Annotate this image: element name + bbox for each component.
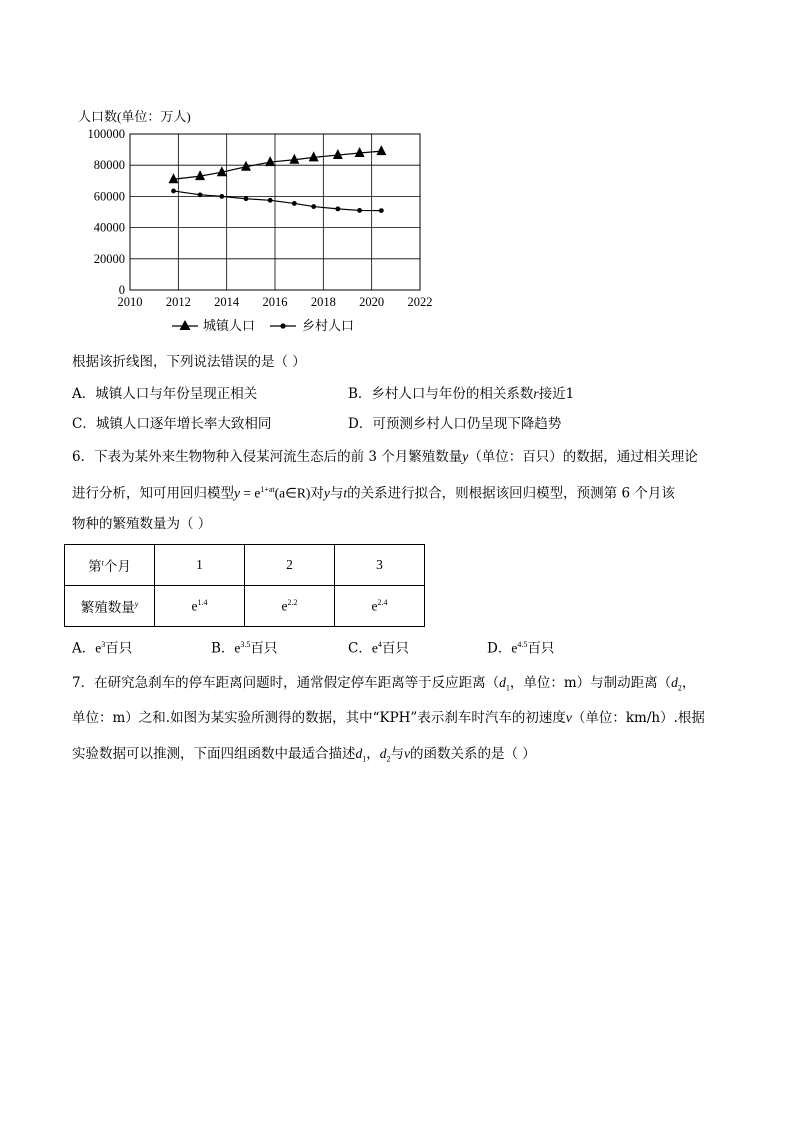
q6-data-table bbox=[64, 544, 425, 627]
q6-line2-tail: 的关系进行拟合，则根据该回归模型，预测第 6 个月该 bbox=[347, 485, 675, 502]
q5-choice-b bbox=[348, 385, 574, 403]
data-point-triangle bbox=[333, 149, 343, 159]
x-tick-label: 2020 bbox=[359, 295, 385, 309]
q6-line2-mid: 对 bbox=[310, 485, 324, 502]
data-point-dot bbox=[244, 196, 249, 201]
data-point-dot bbox=[311, 204, 316, 209]
y-tick-label: 40000 bbox=[93, 220, 125, 235]
x-tick-label: 2010 bbox=[117, 295, 143, 309]
population-line-chart bbox=[60, 100, 460, 345]
row-header-month: 第$^t$个月 bbox=[65, 545, 155, 586]
model-eq: = e bbox=[240, 485, 261, 501]
q7-stem-line2: 单位：m）之和.如图为某实验所测得的数据，其中“KPH”表示刹车时汽车的初速度v（单位：km/h）.根据 bbox=[72, 710, 705, 726]
chart-legend bbox=[172, 318, 354, 333]
x-tick-label: 2016 bbox=[262, 295, 288, 309]
q5-choice-a: A．城镇人口与年份呈现正相关 bbox=[72, 386, 258, 402]
cell-count-1: $e^{1.4}$ bbox=[155, 586, 245, 627]
data-point-dot bbox=[379, 208, 384, 213]
q5-choice-c: C．城镇人口逐年增长率大致相同 bbox=[72, 416, 272, 432]
q6-choice-a: A．$e^3$百只 bbox=[72, 640, 133, 657]
q5-choice-b-tail: 接近1 bbox=[538, 386, 575, 402]
model-condition: (a∈R) bbox=[274, 485, 311, 501]
q6-choice-b: B．$e^{3.5}$百只 bbox=[211, 640, 278, 657]
data-point-dot bbox=[198, 192, 203, 197]
q7-stem-line3: 实验数据可以推测，下面四组函数中最适合描述$d_1$，$d_2$与v的函数关系的是（ ） bbox=[72, 746, 536, 764]
legend-label-urban: 城镇人口 bbox=[203, 318, 256, 333]
q5-choice-d: D．可预测乡村人口仍呈现下降趋势 bbox=[348, 416, 562, 432]
y-tick-label: 80000 bbox=[93, 158, 125, 173]
data-point-triangle bbox=[309, 151, 319, 161]
cell-month-1: 1 bbox=[155, 545, 245, 586]
chart-series bbox=[169, 145, 387, 213]
legend-triangle-marker bbox=[180, 320, 191, 330]
q6-line1-tail: （单位：百只）的数据，通过相关理论 bbox=[468, 449, 698, 465]
y-tick-labels bbox=[88, 127, 126, 297]
table-row bbox=[65, 586, 425, 627]
data-point-dot bbox=[292, 201, 297, 206]
q6-stem-line1 bbox=[72, 448, 698, 466]
x-tick-label: 2018 bbox=[310, 295, 336, 309]
q6-line2-mid2: 与 bbox=[329, 485, 344, 502]
var-y-2: y bbox=[323, 485, 330, 501]
x-tick-labels bbox=[118, 295, 433, 309]
y-tick-label: 20000 bbox=[93, 251, 125, 266]
data-point-triangle bbox=[265, 156, 275, 166]
var-r: r bbox=[533, 386, 539, 401]
legend-dot-marker bbox=[280, 323, 285, 328]
data-point-triangle bbox=[355, 147, 365, 157]
q5-stem: 根据该折线图，下列说法错误的是（ ） bbox=[72, 354, 306, 370]
data-point-dot bbox=[268, 198, 273, 203]
cell-month-2: 2 bbox=[245, 545, 335, 586]
legend-label-rural: 乡村人口 bbox=[302, 318, 355, 333]
x-tick-label: 2012 bbox=[165, 295, 191, 309]
q6-line1-text: 6．下表为某外来生物物种入侵某河流生态后的前 3 个月繁殖数量 bbox=[72, 449, 463, 465]
data-point-dot bbox=[357, 208, 362, 213]
cell-count-2: $e^{2.2}$ bbox=[245, 586, 335, 627]
y-tick-label: 60000 bbox=[93, 189, 125, 204]
q6-stem-line2 bbox=[72, 481, 675, 503]
q6-stem-line3: 物种的繁殖数量为（ ） bbox=[72, 516, 212, 532]
series-line-rural bbox=[174, 191, 382, 211]
x-tick-label: 2022 bbox=[407, 295, 433, 309]
q6-choice-d: D．$e^{4.5}$百只 bbox=[487, 640, 555, 657]
data-point-dot bbox=[171, 189, 176, 194]
y-axis-label: 人口数(单位：万人) bbox=[78, 109, 191, 124]
q7-stem-line1: 7．在研究急刹车的停车距离问题时，通常假定停车距离等于反应距离（$d_1$，单位：m）与制动距离（$d_2$， bbox=[72, 675, 696, 693]
model-y: y bbox=[234, 485, 240, 501]
q5-choice-b-text: B．乡村人口与年份的相关系数 bbox=[348, 386, 534, 402]
x-tick-label: 2014 bbox=[214, 295, 240, 309]
cell-count-3: $e^{2.4}$ bbox=[335, 586, 425, 627]
chart-grid bbox=[130, 134, 420, 290]
var-y: y bbox=[462, 449, 469, 464]
q6-line2-text: 进行分析，知可用回归模型 bbox=[72, 485, 234, 502]
y-tick-label: 100000 bbox=[87, 127, 125, 141]
data-point-dot bbox=[219, 194, 224, 199]
data-point-triangle bbox=[376, 145, 386, 155]
var-t: t bbox=[343, 485, 348, 501]
q6-choice-c: C．$e^4$百只 bbox=[348, 640, 409, 657]
table-row bbox=[65, 545, 425, 586]
data-point-dot bbox=[335, 206, 340, 211]
cell-month-3: 3 bbox=[335, 545, 425, 586]
model-exponent: 1+at bbox=[260, 485, 275, 494]
y-tick-label: 0 bbox=[118, 283, 125, 297]
row-header-count: 繁殖数量$^y$ bbox=[65, 586, 155, 627]
